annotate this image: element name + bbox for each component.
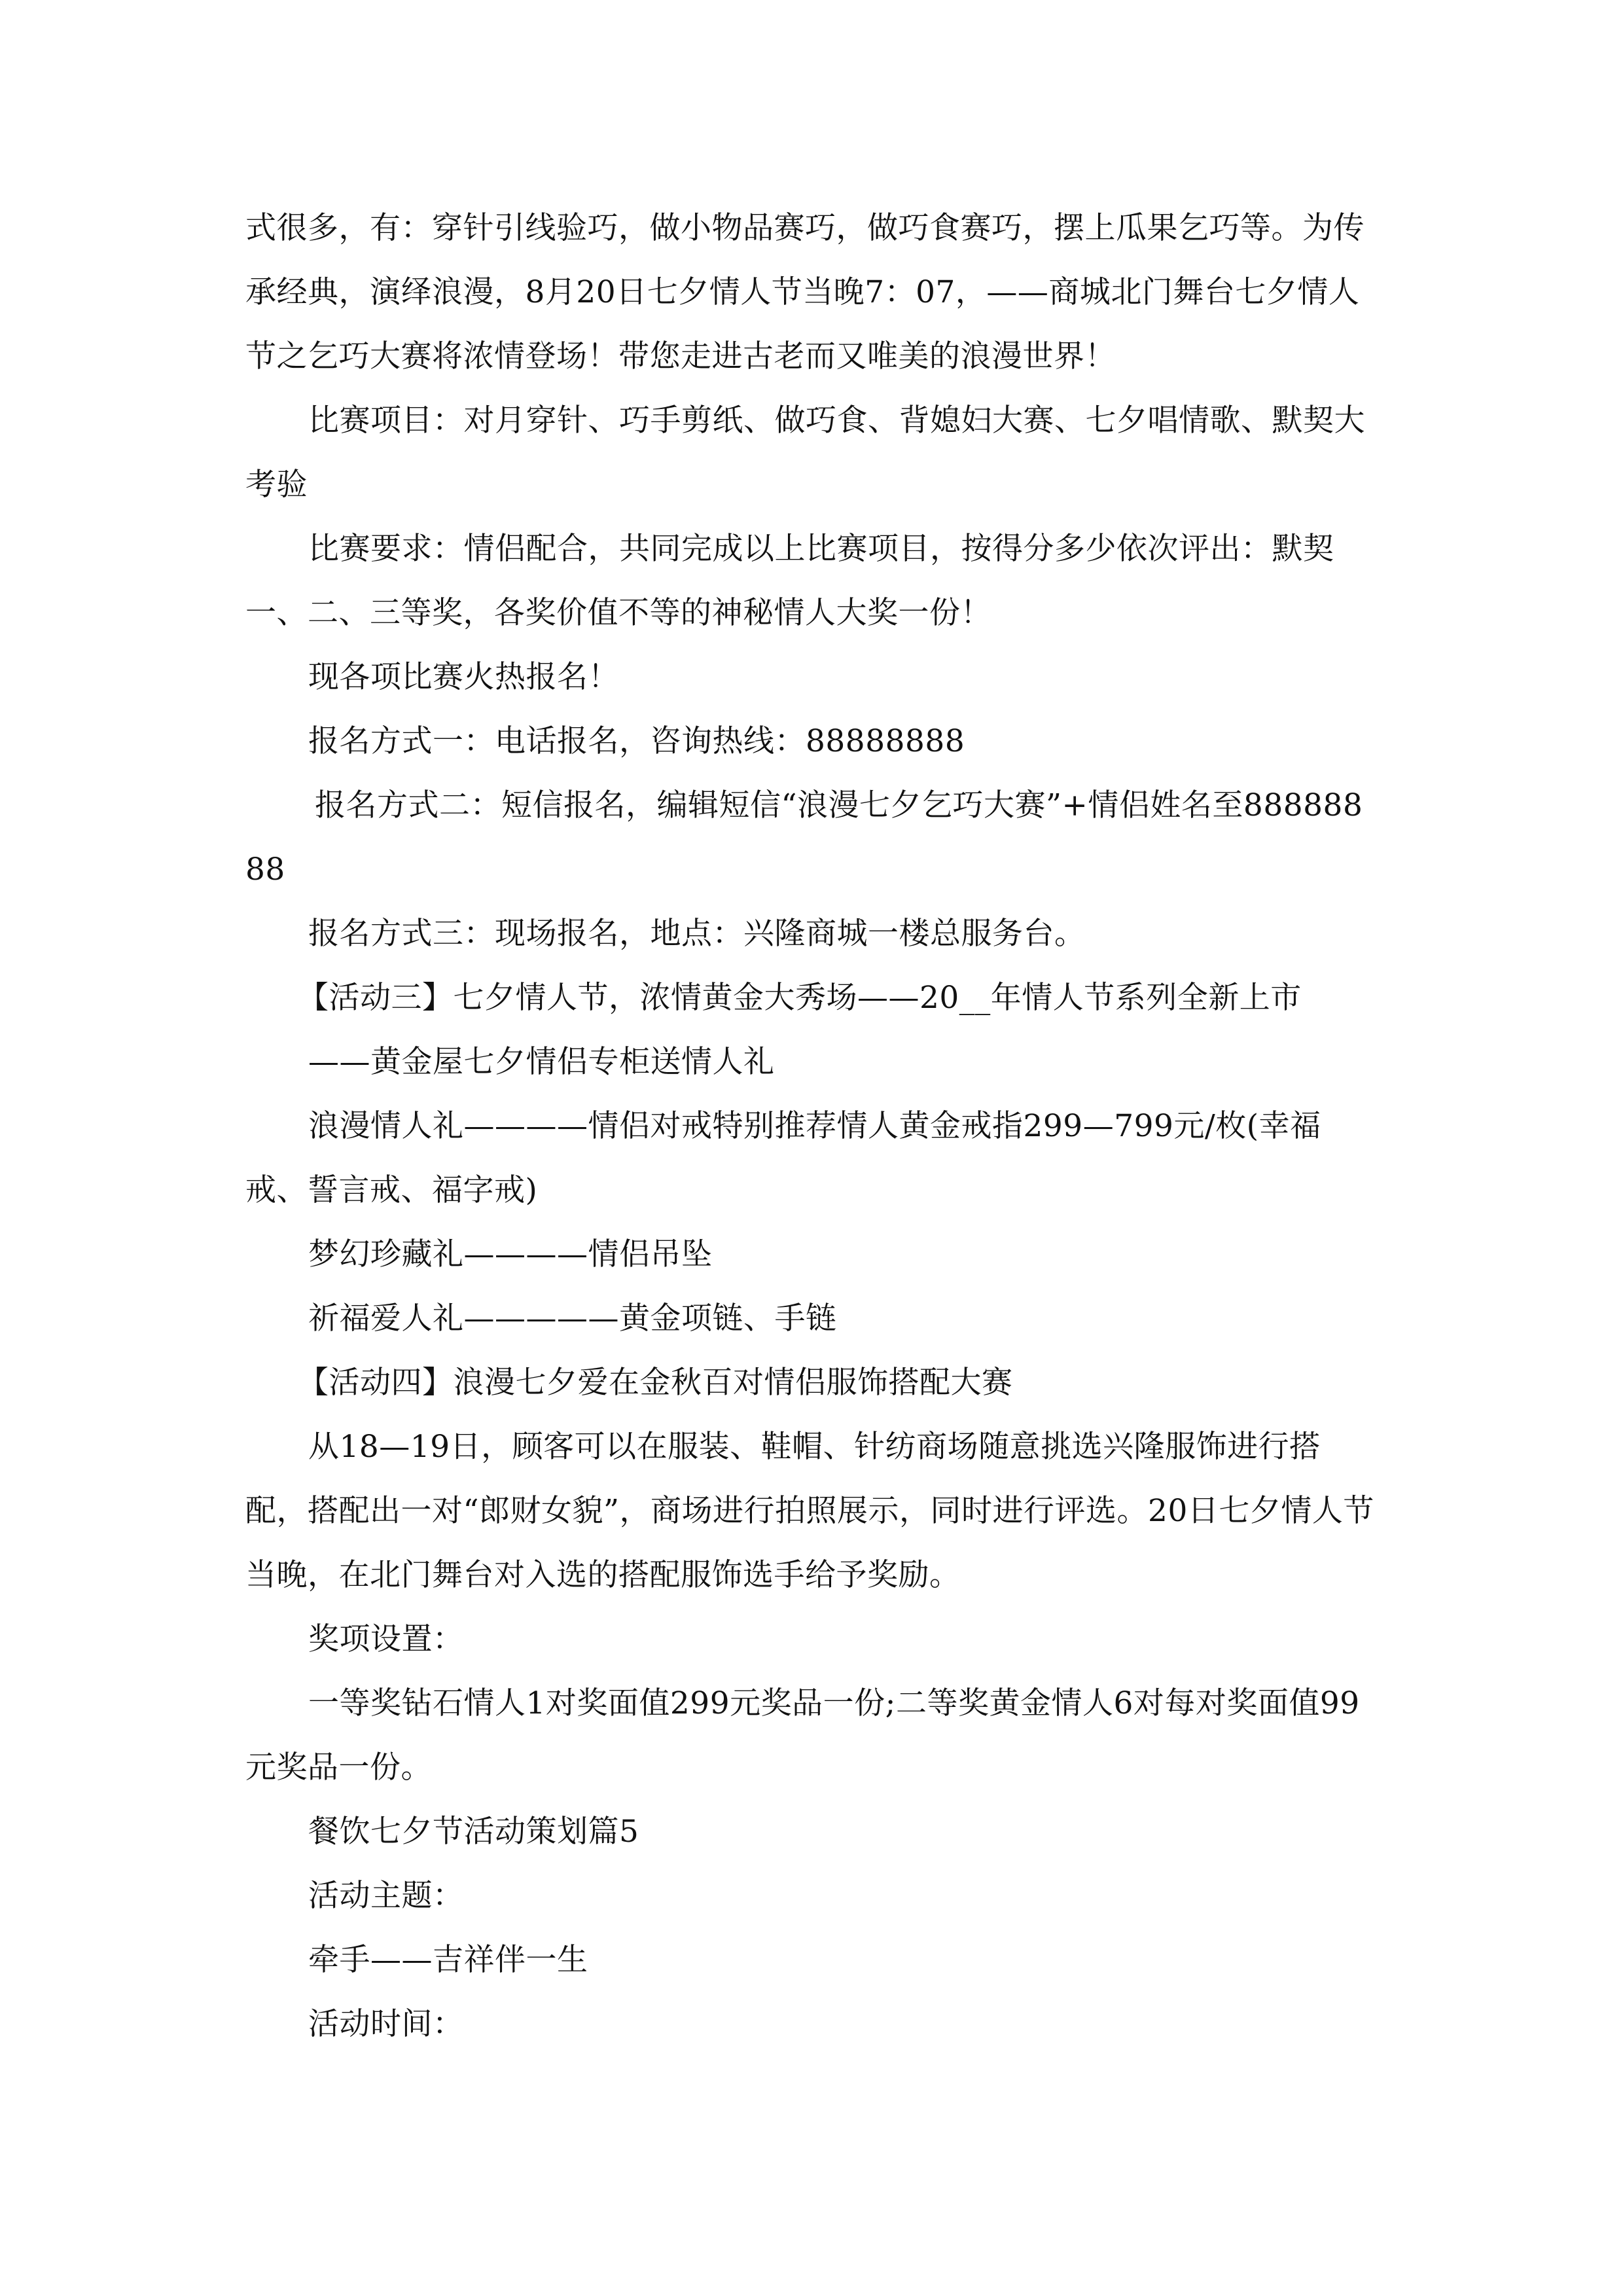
- paragraph-registration-method-3: 报名方式三：现场报名，地点：兴隆商城一楼总服务台。: [308, 916, 1086, 952]
- paragraph-award-details: 一等奖钻石情人1对奖面值299元奖品一份;二等奖黄金情人6对每对奖面值99元奖品一份。: [245, 1685, 1360, 1785]
- paragraph-registration-method-2: 报名方式二：短信报名，编辑短信“浪漫七夕乞巧大赛”+情侣姓名至88888888: [245, 787, 1363, 888]
- paragraph-activity-3-title: 【活动三】七夕情人节，浓情黄金大秀场——20__年情人节系列全新上市: [298, 980, 1302, 1016]
- paragraph-romantic-gift: 浪漫情人礼————情侣对戒特别推荐情人黄金戒指299—799元/枚(幸福戒、誓言戒、福字戒): [245, 1108, 1321, 1208]
- paragraph-award-settings: 奖项设置：: [308, 1621, 464, 1657]
- paragraph-registration-method-1: 报名方式一：电话报名，咨询热线：88888888: [308, 723, 965, 759]
- paragraph-activity-4-title: 【活动四】浪漫七夕爱在金秋百对情侣服饰搭配大赛: [298, 1365, 1013, 1401]
- paragraph-blessing-gift: 祈福爱人礼—————黄金项链、手链: [308, 1300, 837, 1336]
- paragraph-activity-4-body: 从18—19日，顾客可以在服装、鞋帽、针纺商场随意挑选兴隆服饰进行搭配，搭配出一对“郎财女貌”，商场进行拍照展示，同时进行评选。20日七夕情人节当晚，在北门舞台对入选的搭配服饰选手给予奖励。: [245, 1429, 1374, 1593]
- paragraph-section-title: 餐饮七夕节活动策划篇5: [308, 1814, 639, 1850]
- paragraph-activity-theme-label: 活动主题：: [308, 1878, 464, 1914]
- paragraph-registration-open: 现各项比赛火热报名！: [308, 659, 619, 695]
- paragraph-contest-items: 比赛项目：对月穿针、巧手剪纸、做巧食、背媳妇大赛、七夕唱情歌、默契大考验: [245, 403, 1365, 503]
- paragraph-intro-continued: 式很多，有：穿针引线验巧，做小物品赛巧，做巧食赛巧，摆上瓜果乞巧等。为传承经典，演绎浪漫，8月20日七夕情人节当晚7：07，——商城北门舞台七夕情人节之乞巧大赛将浓情登场！带您走进古老而又唯美的浪漫世界！: [245, 210, 1364, 374]
- paragraph-activity-time-label: 活动时间：: [308, 2006, 464, 2042]
- paragraph-dream-gift: 梦幻珍藏礼————情侣吊坠: [308, 1236, 713, 1272]
- paragraph-activity-3-subtitle: ——黄金屋七夕情侣专柜送情人礼: [308, 1044, 775, 1080]
- paragraph-activity-theme: 牵手——吉祥伴一生: [308, 1942, 588, 1978]
- paragraph-contest-rules: 比赛要求：情侣配合，共同完成以上比赛项目，按得分多少依次评出：默契一、二、三等奖，各奖价值不等的神秘情人大奖一份！: [245, 531, 1334, 631]
- document-body: [245, 196, 1378, 2056]
